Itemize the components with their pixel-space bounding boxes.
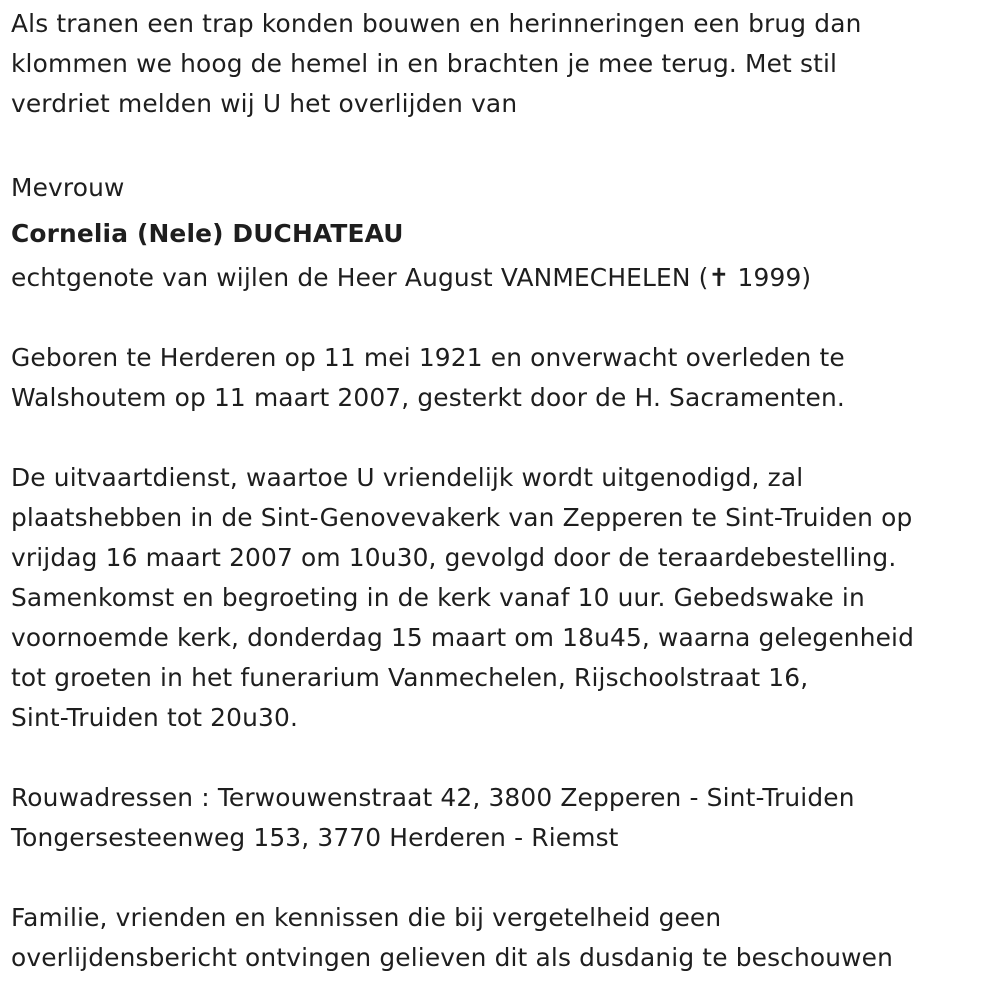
address-line: Rouwadressen : Terwouwenstraat 42, 3800 Zepperen - Sint-Truiden (11, 783, 855, 812)
funeral-paragraph (11, 458, 996, 738)
paragraph-gap (11, 298, 996, 338)
birth-death-line: Geboren te Herderen op 11 mei 1921 en onverwacht overleden te (11, 343, 845, 372)
obituary-text (11, 4, 996, 978)
funeral-line: voornoemde kerk, donderdag 15 maart om 18u45, waarna gelegenheid (11, 623, 915, 652)
deceased-name: Cornelia (Nele) DUCHATEAU (11, 219, 404, 248)
intro-line: klommen we hoog de hemel in en brachten je mee terug. Met stil (11, 49, 838, 78)
honorific: Mevrouw (11, 173, 125, 202)
closing-line: overlijdensbericht ontvingen gelieven dit als dusdanig te beschouwen (11, 943, 893, 972)
birth-death-line: Walshoutem op 11 maart 2007, gesterkt door de H. Sacramenten. (11, 383, 845, 412)
funeral-line: tot groeten in het funerarium Vanmechelen, Rijschoolstraat 16, (11, 663, 809, 692)
paragraph-gap (11, 858, 996, 898)
funeral-line: plaatshebben in de Sint-Genovevakerk van Zepperen te Sint-Truiden op (11, 503, 913, 532)
funeral-line: vrijdag 16 maart 2007 om 10u30, gevolgd door de teraardebestelling. (11, 543, 897, 572)
spouse-line: echtgenote van wijlen de Heer August VANMECHELEN (✝ 1999) (11, 263, 812, 292)
address-line: Tongersesteenweg 153, 3770 Herderen - Riemst (11, 823, 619, 852)
deceased-block (11, 166, 996, 298)
addresses-paragraph (11, 778, 996, 858)
funeral-line: Samenkomst en begroeting in de kerk vanaf 10 uur. Gebedswake in (11, 583, 865, 612)
closing-paragraph (11, 898, 996, 978)
intro-paragraph (11, 4, 996, 124)
paragraph-gap (11, 124, 996, 164)
closing-line: Familie, vrienden en kennissen die bij vergetelheid geen (11, 903, 722, 932)
intro-line: Als tranen een trap konden bouwen en herinneringen een brug dan (11, 9, 862, 38)
paragraph-gap (11, 418, 996, 458)
birth-death-paragraph (11, 338, 996, 418)
paragraph-gap (11, 738, 996, 778)
funeral-line: Sint-Truiden tot 20u30. (11, 703, 298, 732)
intro-line: verdriet melden wij U het overlijden van (11, 89, 518, 118)
funeral-line: De uitvaartdienst, waartoe U vriendelijk wordt uitgenodigd, zal (11, 463, 804, 492)
